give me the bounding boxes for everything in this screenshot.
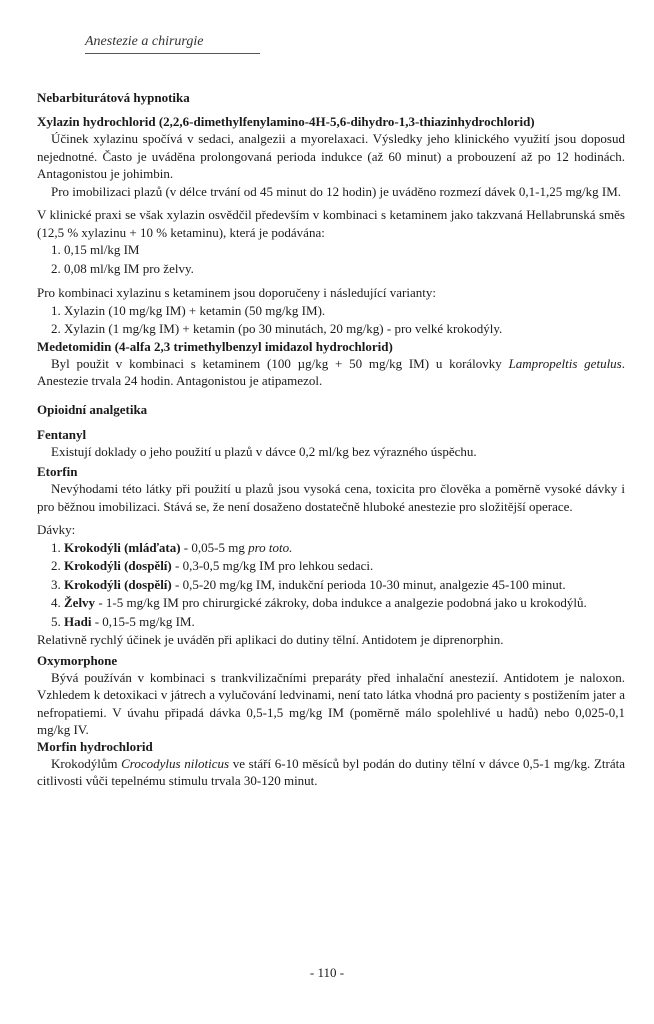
xylazin-title: Xylazin hydrochlorid (2,2,6-dimethylfenylamino-4H-5,6-dihydro-1,3-thiazinhydrochlorid) (37, 114, 535, 129)
species-label: Krokodýli (dospělí) (64, 558, 172, 573)
list-item: 2. Xylazin (1 mg/kg IM) + ketamin (po 30 minutách, 20 mg/kg) - pro velké krokodýly. (51, 321, 503, 336)
species-label: Hadi (64, 613, 92, 629)
fentanyl-title: Fentanyl (37, 426, 87, 442)
dose-text: - 0,5-20 mg/kg IM, indukční perioda 10-30 minut, analgezie 45-100 minut. (171, 576, 566, 592)
fentanyl-paragraph: Existují doklady o jeho použití u plazů v dávce 0,2 ml/kg bez výrazného úspěchu. (51, 443, 477, 459)
species-name: Lampropeltis getulus (508, 355, 622, 371)
dose-text: - 0,05-5 mg (180, 539, 249, 555)
morfin-title: Morfin hydrochlorid (37, 738, 153, 754)
text-span: Krokodýlům (51, 755, 122, 771)
list-item (37, 594, 625, 613)
list-item (37, 539, 625, 558)
section-title-nebarbiturova: Nebarbiturátová hypnotika (37, 90, 190, 105)
oxymorphone-title: Oxymorphone (37, 652, 118, 668)
list-item: 2. 0,08 ml/kg IM pro želvy. (51, 260, 194, 276)
dose-text: - 0,15-5 mg/kg IM. (91, 613, 195, 629)
xylazin-paragraph-3: V klinické praxi se však xylazin osvědčil především v kombinaci s ketaminem jako takzvaná Hellabrunská směs (12,5 % xylazinu + 10 % ketaminu), která je podávána: (37, 207, 625, 240)
list-item-content (51, 613, 625, 632)
list-item (37, 576, 625, 595)
running-head-text: Anestezie a chirurgie (85, 34, 204, 49)
list-item-content (51, 594, 625, 613)
list-item: 1. Xylazin (10 mg/kg IM) + ketamin (50 mg/kg IM). (51, 302, 326, 318)
list-number: 4. (51, 595, 61, 610)
page (37, 34, 625, 790)
running-head (85, 34, 260, 54)
xylazin-paragraph-4: Pro kombinaci xylazinu s ketaminem jsou doporučeny i následující varianty: (37, 285, 436, 300)
dose-text: - 1-5 mg/kg IM pro chirurgické zákroky, doba indukce a analgezie podobná jako u krokodýlů. (95, 595, 587, 610)
section-title-opioidni: Opioidní analgetika (37, 401, 148, 417)
list-item (37, 613, 625, 632)
species-label: Krokodýli (mláďata) (64, 539, 181, 555)
oxymorphone-paragraph: Bývá používán v kombinaci s trankvilizačními preparáty před inhalační anestezií. Antidotem je naloxon. Vzhledem k detoxikaci v játrech a vylučování ledvinami, není tato látka vhodná pro pacienty s postižením jater a nefropatiemi. V úvahu připadá dávka 0,5-1,5 mg/kg IM (poměrně málo spolehlivé u hadů) nebo 0,025-0,1 mg/kg IV. (37, 669, 625, 737)
etorfin-paragraph-2: Relativně rychlý účinek je uváděn při aplikaci do dutiny tělní. Antidotem je diprenorphin. (37, 632, 504, 647)
list-item-content (51, 557, 625, 576)
species-label: Želvy (64, 595, 96, 610)
text-span: . Anestezie trvala 24 hodin. Antagonistou je atipamezol. (37, 355, 625, 388)
text-span: Byl použit v kombinaci s ketaminem (100 µg/kg + 50 mg/kg IM) u korálovky (51, 355, 509, 371)
medetomidin-paragraph (37, 355, 625, 390)
morfin-paragraph (37, 755, 625, 790)
dose-text: - 0,3-0,5 mg/kg IM pro lehkou sedaci. (171, 558, 374, 573)
list-item-content (51, 576, 625, 595)
xylazin-combination-list (37, 302, 625, 339)
etorfin-dose-list (37, 539, 625, 632)
etorfin-doses-label: Dávky: (37, 522, 76, 537)
list-number: 5. (51, 613, 61, 629)
medetomidin-title: Medetomidin (4-alfa 2,3 trimethylbenzyl imidazol hydrochlorid) (37, 338, 393, 354)
text-span: ve stáří 6-10 měsíců byl podán do dutiny tělní v dávce 0,5-1 mg/kg. Ztráta citlivosti vůči tepelnému stimulu trvala 30-120 minut. (37, 755, 625, 788)
list-item (37, 557, 625, 576)
list-number: 2. (51, 558, 61, 573)
list-number: 3. (51, 576, 61, 592)
list-item-content (51, 539, 625, 558)
dose-note: pro toto. (248, 539, 293, 555)
list-item: 1. 0,15 ml/kg IM (51, 242, 140, 257)
etorfin-title: Etorfin (37, 464, 78, 479)
species-label: Krokodýli (dospělí) (64, 576, 172, 592)
page-number: - 110 - (309, 965, 345, 980)
etorfin-paragraph-1: Nevýhodami této látky při použití u plazů jsou vysoká cena, toxicita pro člověka a poměrně vysoké dávky i pro běžnou imobilizaci. Stává se, že není dosaženo dostatečně hluboké anestezie pro složitější operace. (37, 481, 625, 514)
xylazin-dose-list (37, 241, 625, 278)
list-number: 1. (51, 539, 61, 555)
xylazin-paragraph-2: Pro imobilizaci plazů (v délce trvání od 45 minut do 12 hodin) je uváděno rozmezí dávek 0,1-1,25 mg/kg IM. (51, 183, 622, 199)
species-name: Crocodylus niloticus (121, 755, 230, 771)
xylazin-paragraph-1: Účinek xylazinu spočívá v sedaci, analgezii a myorelaxaci. Výsledky jeho klinického využití jsou doposud nejednotné. Často je uváděna prolongovaná perioda indukce (až 60 minut) a probouzení až po 12 hodinách. Antagonistou je johimbin. (37, 131, 625, 181)
